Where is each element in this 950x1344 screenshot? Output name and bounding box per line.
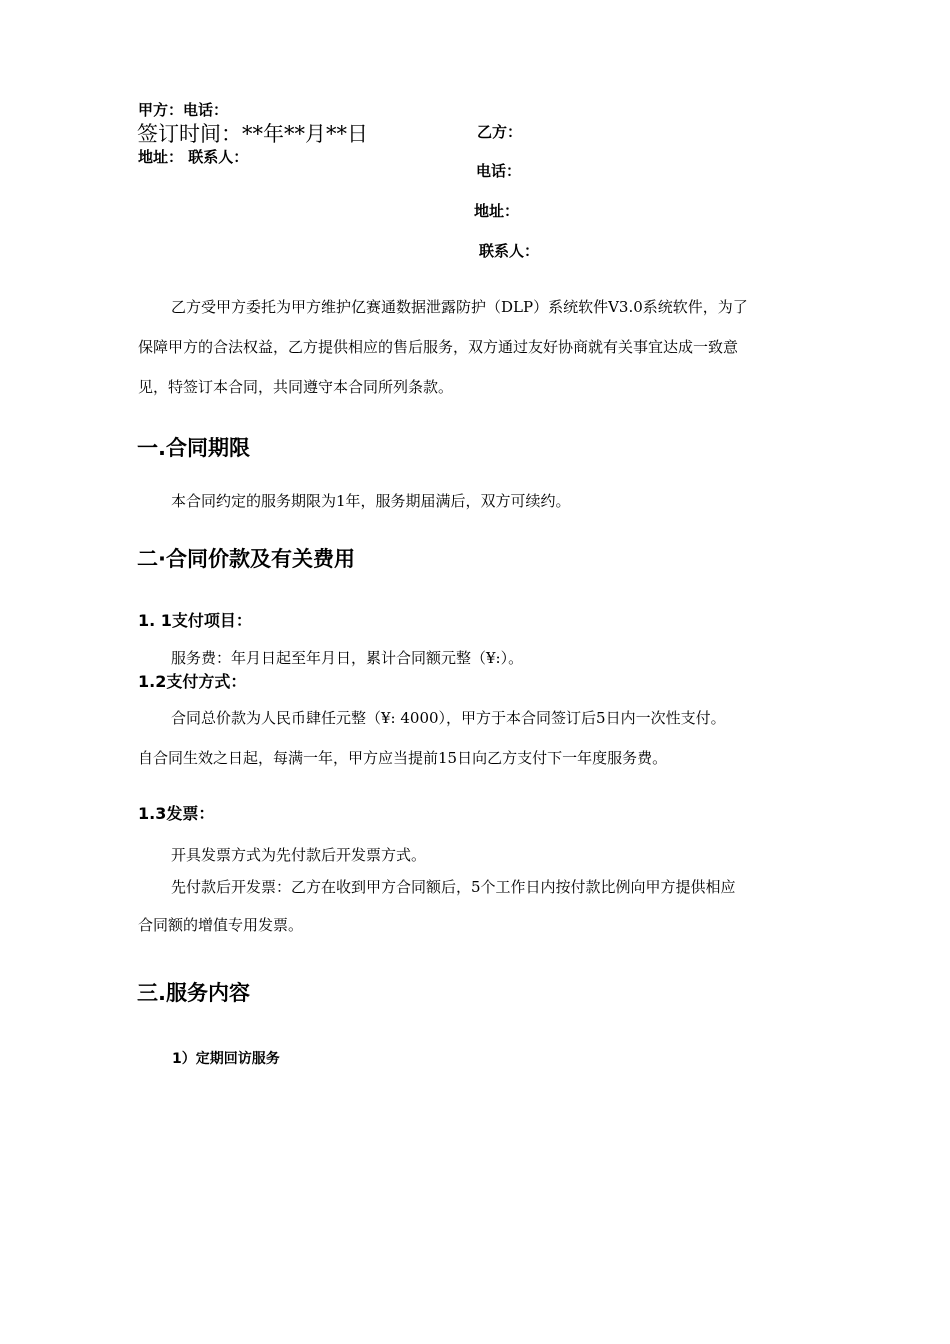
subsection-1-1-title: 1. 1支付项目： [138,611,252,630]
party-b-contact-label: 联系人： [479,242,540,260]
subsection-1-2-line-2: 自合同生效之日起，每满一年，甲方应当提前15日向乙方支付下一年度服务费。 [138,749,668,767]
service-item-1: 1）定期回访服务 [172,1051,280,1067]
party-b-label: 乙方： [477,123,523,141]
subsection-1-3-line-2: 先付款后开发票：乙方在收到甲方合同额后，5个工作日内按付款比例向甲方提供相应 [171,878,736,896]
address-contact-label: 地址： 联系人： [138,148,249,166]
party-a-phone-label: 甲方：电话： [138,101,229,119]
intro-line-3: 见，特签订本合同，共同遵守本合同所列条款。 [138,378,454,396]
subsection-1-1-text: 服务费：年月日起至年月日，累计合同额元整（¥:）。 [171,649,524,667]
party-b-phone-label: 电话： [476,162,522,180]
intro-line-1: 乙方受甲方委托为甲方维护亿赛通数据泄露防护（DLP）系统软件V3.0系统软件，为了 [171,298,748,316]
subsection-1-3-title: 1.3发票： [138,804,215,823]
section-1-title: 一.合同期限 [137,436,250,460]
party-b-address-label: 地址： [474,202,520,220]
subsection-1-3-line-1: 开具发票方式为先付款后开发票方式。 [171,846,427,864]
section-1-text: 本合同约定的服务期限为1年，服务期届满后，双方可续约。 [171,492,571,510]
sign-time: 签订时间：**年**月**日 [137,122,368,146]
subsection-1-2-line-1: 合同总价款为人民币肆任元整（¥: 4000），甲方于本合同签订后5日内一次性支付。 [171,709,726,727]
section-3-title: 三.服务内容 [137,981,250,1005]
subsection-1-3-line-3: 合同额的增值专用发票。 [138,916,304,934]
intro-line-2: 保障甲方的合法权益，乙方提供相应的售后服务，双方通过友好协商就有关事宜达成一致意 [138,338,739,356]
section-2-title: 二·合同价款及有关费用 [137,547,355,571]
subsection-1-2-title: 1.2支付方式： [138,672,247,691]
